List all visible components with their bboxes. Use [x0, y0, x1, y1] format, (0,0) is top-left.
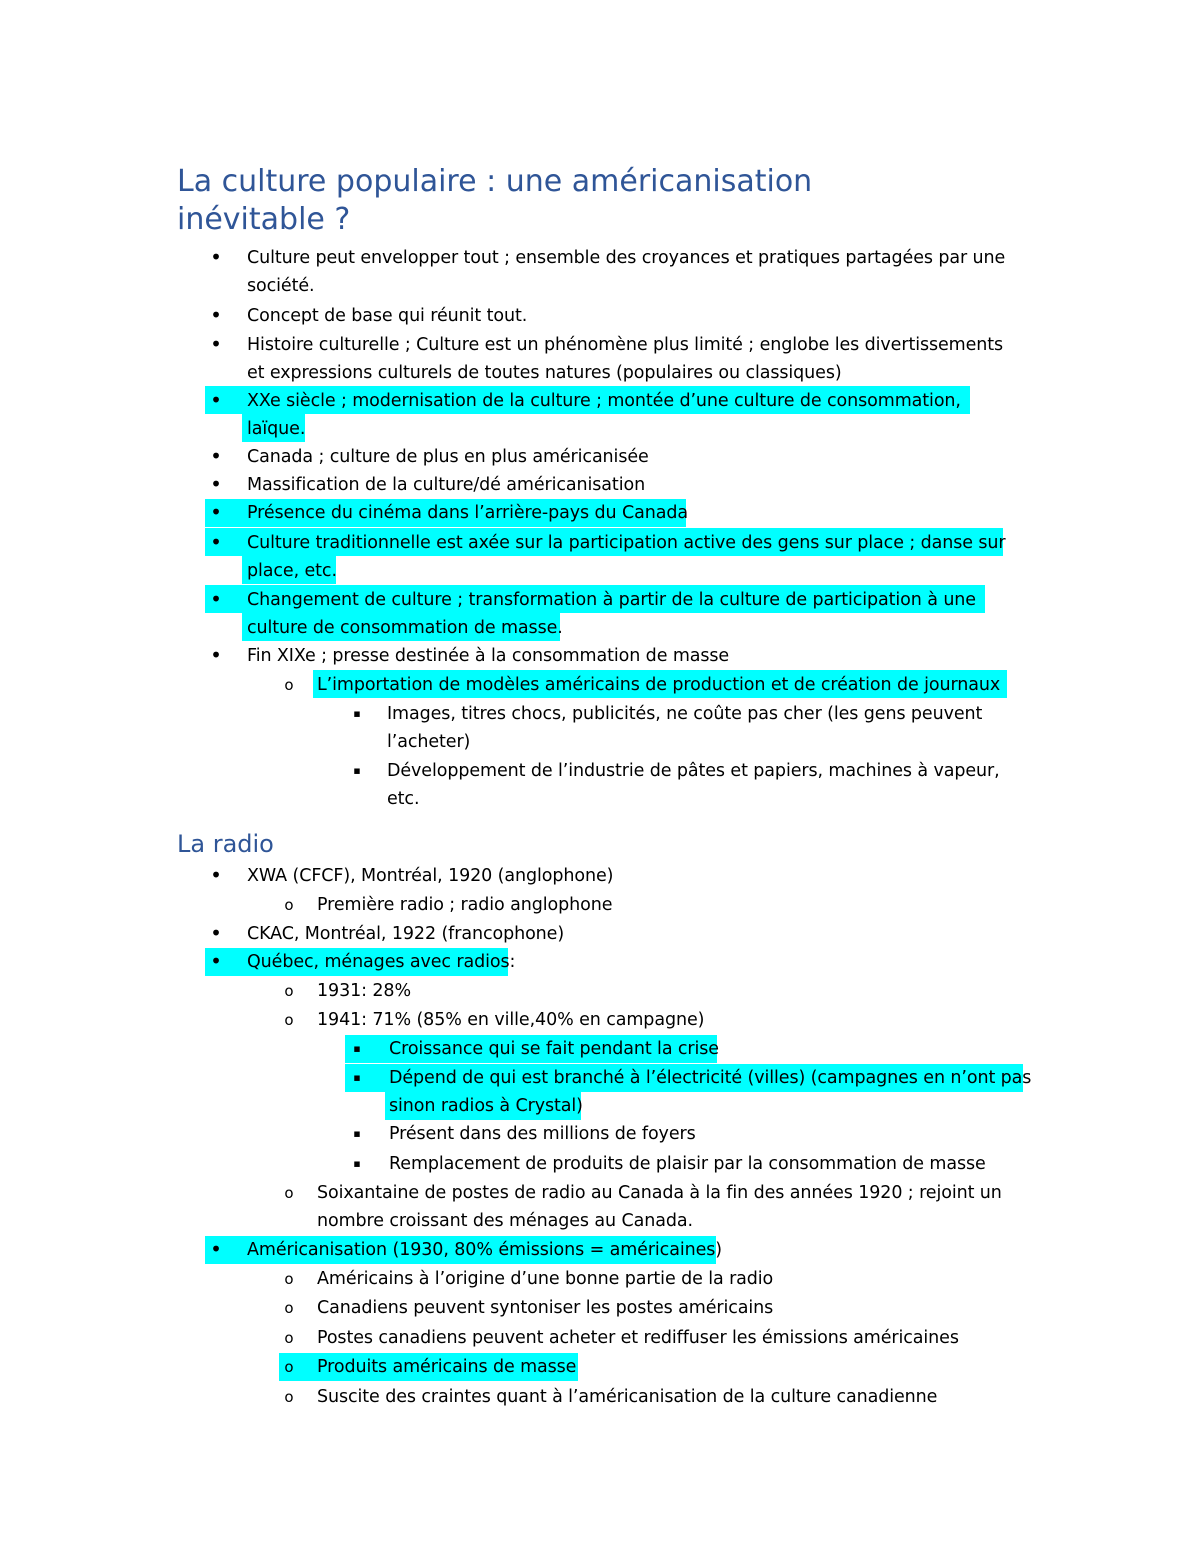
list-item-continuation: place, etc. — [247, 561, 337, 581]
sub-sub-list-item-highlighted: Dépend de qui est branché à l’électricité (villes) (campagnes en n’ont pas — [389, 1068, 1032, 1088]
square-bullet-icon: ▪ — [353, 1071, 361, 1084]
sub-list-item: 1941: 71% (85% en ville,40% en campagne) — [317, 1010, 705, 1030]
section-heading-radio: La radio — [177, 830, 274, 858]
square-bullet-icon: ▪ — [353, 1127, 361, 1140]
list-item: Culture peut envelopper tout ; ensemble des croyances et pratiques partagées par une — [247, 248, 1006, 268]
bullet-icon: • — [210, 1237, 222, 1261]
list-item: Histoire culturelle ; Culture est un phénomène plus limité ; englobe les divertissements — [247, 335, 1004, 355]
circle-bullet-icon: o — [284, 1329, 294, 1347]
sub-sub-list-item-continuation: etc. — [387, 789, 420, 809]
quebec-label: Québec, ménages avec radios — [247, 952, 510, 972]
circle-bullet-icon: o — [284, 1388, 294, 1406]
circle-bullet-icon: o — [284, 676, 294, 694]
list-item-highlighted: Présence du cinéma dans l’arrière-pays du Canada — [247, 503, 688, 523]
title-line-2: inévitable ? — [177, 202, 351, 237]
sub-list-item: Suscite des craintes quant à l’américanisation de la culture canadienne — [317, 1387, 938, 1407]
circle-bullet-icon: o — [284, 1270, 294, 1288]
sub-list-item-highlighted: Produits américains de masse — [317, 1357, 577, 1377]
bullet-icon: • — [210, 643, 222, 667]
bullet-icon: • — [210, 245, 222, 269]
sub-list-item-continuation: nombre croissant des ménages au Canada. — [317, 1211, 693, 1231]
bullet-icon: • — [210, 500, 222, 524]
circle-bullet-icon: o — [284, 982, 294, 1000]
bullet-icon: • — [210, 949, 222, 973]
square-bullet-icon: ▪ — [353, 1042, 361, 1055]
list-item: CKAC, Montréal, 1922 (francophone) — [247, 924, 565, 944]
list-item-continuation-text: culture de consommation de masse — [247, 618, 558, 638]
bullet-icon: • — [210, 303, 222, 327]
circle-bullet-icon: o — [284, 1299, 294, 1317]
list-item: XWA (CFCF), Montréal, 1920 (anglophone) — [247, 866, 614, 886]
sub-list-item: Postes canadiens peuvent acheter et rediffuser les émissions américaines — [317, 1328, 959, 1348]
list-item-continuation — [247, 617, 563, 639]
list-item-highlighted: Culture traditionnelle est axée sur la participation active des gens sur place ; danse sur — [247, 533, 1006, 553]
sub-list-item: Soixantaine de postes de radio au Canada à la fin des années 1920 ; rejoint un — [317, 1183, 1002, 1203]
trailing-period: . — [557, 618, 563, 638]
circle-bullet-icon: o — [284, 1184, 294, 1202]
sub-sub-list-item: Développement de l’industrie de pâtes et papiers, machines à vapeur, — [387, 761, 1000, 781]
list-item: Fin XIXe ; presse destinée à la consommation de masse — [247, 646, 730, 666]
circle-bullet-icon: o — [284, 896, 294, 914]
sub-list-item: 1931: 28% — [317, 981, 411, 1001]
bullet-icon: • — [210, 388, 222, 412]
bullet-icon: • — [210, 530, 222, 554]
square-bullet-icon: ▪ — [353, 1157, 361, 1170]
bullet-icon: • — [210, 587, 222, 611]
list-item-highlighted: Américanisation (1930, 80% émissions = américaines) — [247, 1240, 722, 1260]
circle-bullet-icon: o — [284, 1358, 294, 1376]
list-item-highlighted: XXe siècle ; modernisation de la culture ; montée d’une culture de consommation, — [247, 391, 961, 411]
sub-sub-list-item: Images, titres chocs, publicités, ne coûte pas cher (les gens peuvent — [387, 704, 983, 724]
list-item: Concept de base qui réunit tout. — [247, 306, 528, 326]
list-item-continuation: société. — [247, 276, 315, 296]
bullet-icon: • — [210, 332, 222, 356]
sub-sub-list-item-highlighted: Croissance qui se fait pendant la crise — [389, 1039, 719, 1059]
bullet-icon: • — [210, 472, 222, 496]
page-title — [177, 163, 812, 239]
sub-list-item: Américains à l’origine d’une bonne partie de la radio — [317, 1269, 774, 1289]
sub-sub-list-item: Remplacement de produits de plaisir par la consommation de masse — [389, 1154, 986, 1174]
list-item: Canada ; culture de plus en plus américanisée — [247, 447, 649, 467]
circle-bullet-icon: o — [284, 1011, 294, 1029]
title-line-1: La culture populaire : une américanisation — [177, 164, 813, 199]
list-item-highlighted — [247, 951, 515, 973]
sub-sub-list-item-continuation: sinon radios à Crystal) — [389, 1096, 583, 1116]
list-item-continuation: et expressions culturels de toutes natures (populaires ou classiques) — [247, 363, 842, 383]
list-item-continuation: laïque. — [247, 419, 306, 439]
quebec-colon: : — [509, 952, 516, 972]
square-bullet-icon: ▪ — [353, 764, 361, 777]
list-item-highlighted: Changement de culture ; transformation à partir de la culture de participation à une — [247, 590, 976, 610]
sub-sub-list-item: Présent dans des millions de foyers — [389, 1124, 696, 1144]
sub-list-item: Canadiens peuvent syntoniser les postes américains — [317, 1298, 774, 1318]
bullet-icon: • — [210, 444, 222, 468]
bullet-icon: • — [210, 863, 222, 887]
sub-list-item: Première radio ; radio anglophone — [317, 895, 613, 915]
bullet-icon: • — [210, 921, 222, 945]
square-bullet-icon: ▪ — [353, 707, 361, 720]
sub-sub-list-item-continuation: l’acheter) — [387, 732, 471, 752]
sub-list-item-highlighted: L’importation de modèles américains de production et de création de journaux — [317, 675, 1001, 695]
list-item: Massification de la culture/dé américanisation — [247, 475, 646, 495]
